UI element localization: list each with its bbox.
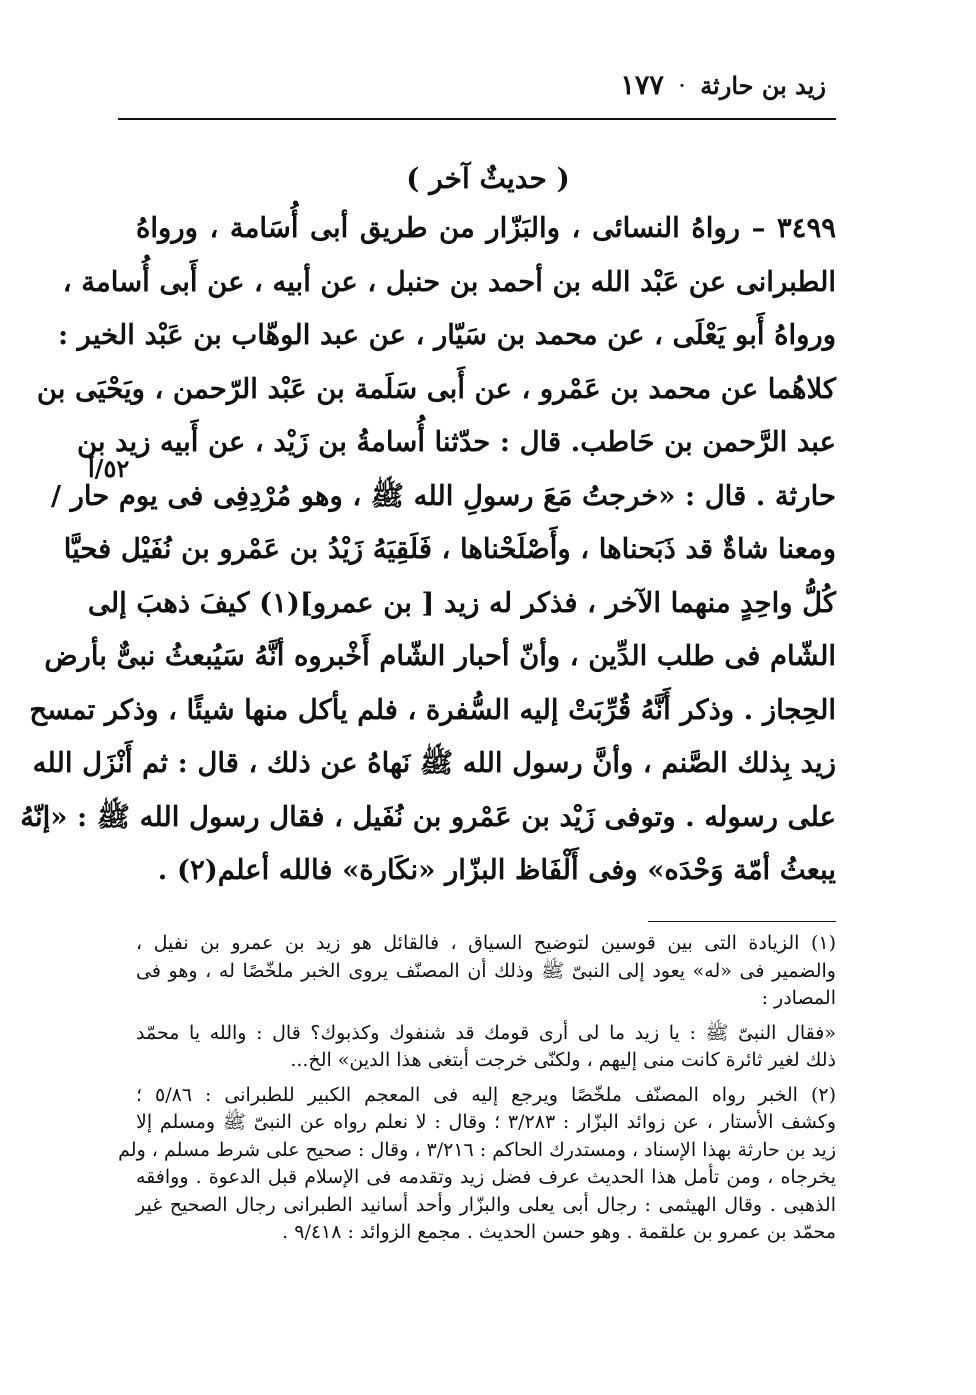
text-line: حارثة . قال : «خرجتُ مَعَ رسولِ الله ﷺ ، وهو مُرْدِفِى فى يوم حار / [51, 479, 836, 512]
text-line: كلاهُما عن محمد بن عَمْرو ، عن أَبى سَلَمة بن عَبْد الرّحمن ، ويَحْيَى بن [36, 372, 836, 405]
footnote-rule [648, 921, 836, 922]
footnote-line: (٢) الخبر رواه المصنّف ملخّصًا ويرجع إليه فى المعجم الكبير للطبرانى : ٥/٨٦ ؛ [136, 1083, 836, 1106]
footnote-line: «فقال النبىّ ﷺ : يا زيد ما لى أرى قومك قد شنفوك وكذبوك؟ قال : والله يا محمّد [136, 1021, 836, 1044]
header-rule [118, 118, 836, 120]
footnote-line: والضمير فى «له» يعود إلى النبىّ ﷺ وذلك أن المصنّف يروى الخبر ملخّصًا له ، وهو فى [136, 959, 836, 982]
text-line: زيد بِذلك الصَّنم ، وأنَّ رسول الله ﷺ نَهاهُ عن ذلك ، قال : ثم أَنْزَل الله [32, 747, 836, 779]
footnote-line: ذلك لغير ثائرة كانت منى إليهم ، ولكنّى خرجت أبتغى هذا الدين» الخ... [290, 1049, 836, 1071]
text-line: الطبرانى عن عَبْد الله بن أحمد بن حنبل ، عن أبيه ، عن أَبى أُسامة ، [62, 265, 836, 298]
footnote-line: الذهبى . وقال الهيثمى : رجال أبى يعلى والبزّار وأحد أسانيد الطبرانى رجال الصحيح غير [136, 1193, 836, 1216]
text-line: على رسوله . وتوفى زَيْد بن عَمْرو بن نُفَيل ، فقال رسول الله ﷺ : «إنّهُ [20, 800, 836, 833]
text-line: ومعنا شاةٌ قد ذَبَحناها ، وأَصْلَحْناها ، فَلَقِيَهُ زَيْدُ بن عَمْرو بن نُفَيْل فحيَّا [63, 533, 836, 565]
footnotes [118, 930, 836, 1247]
text-line: يبعثُ أمّة وَحْدَه» وفى أَلْفَاظ البزّار «نكَارة» فالله أعلم(٢) . [157, 854, 836, 886]
text-line: ٣٤٩٩ – رواهُ النسائى ، والبَزّار من طريق أبى أُسَامة ، ورواهُ [136, 212, 836, 244]
page-number: ١٧٧ [620, 70, 664, 101]
text-line: ورواهُ أَبو يَعْلَى ، عن محمد بن سَيّار ، عن عبد الوهّاب بن عَبْد الخير : [57, 319, 836, 351]
footnote-line: وكشف الأستار ، عن زوائد البزّار : ٣/٢٨٣ ؛ وقال : لا نعلم رواه عن النبىّ ﷺ ومسلم إلا [136, 1111, 836, 1133]
text-line: عبد الرَّحمن بن حَاطب. قال : حدّثنا أُسامةُ بن زَيْد ، عن أَبيه زيد بن [76, 426, 836, 458]
footnote-line: زيد بن حارثة بهذا الإسناد ، ومستدرك الحاكم : ٣/٢١٦ ، وقال : صحيح على شرط مسلم ، ولم [118, 1138, 836, 1161]
footnote-line: المصادر : [761, 987, 836, 1009]
section-title: ( حديثٌ آخر ) [406, 162, 570, 195]
text-line: الشّام فى طلب الدِّين ، وأنّ أحبار الشّام أَخْبروه أنَّهُ سَيُبعثُ نبىٌّ بأرض [44, 640, 836, 672]
footnote-line: يخرجاه ، ومن تأمل هذا الحديث عرف فضل زيد وتقدمه فى الإسلام قبل الدعوة . ووافقه [136, 1166, 836, 1188]
text-line: الحِجاز . وذكر أَنَّهُ قُرِّبَتْ إليه السُّفرة ، فلم يأكل منها شيئًا ، وذكر تمسح [29, 693, 836, 726]
manuscript-folio-ref: ٥٢/أ [88, 454, 130, 483]
text-line: كُلُّ واحِدٍ منهما الآخر ، فذكر له زيد [ بن عمرو](١) كيفَ ذهبَ إلى [87, 586, 836, 619]
footnote-line: (١) الزيادة التى بين قوسين لتوضيح السياق ، فالقائل هو زيد بن عمرو بن نفيل ، [136, 932, 836, 954]
running-header [620, 70, 826, 101]
footnote-line: محمّد بن عمرو بن علقمة . وهو حسن الحديث . مجمع الزوائد : ٩/٤١٨ . [282, 1221, 836, 1243]
header-separator: · [678, 72, 686, 100]
header-title: زيد بن حارثة [700, 71, 826, 100]
